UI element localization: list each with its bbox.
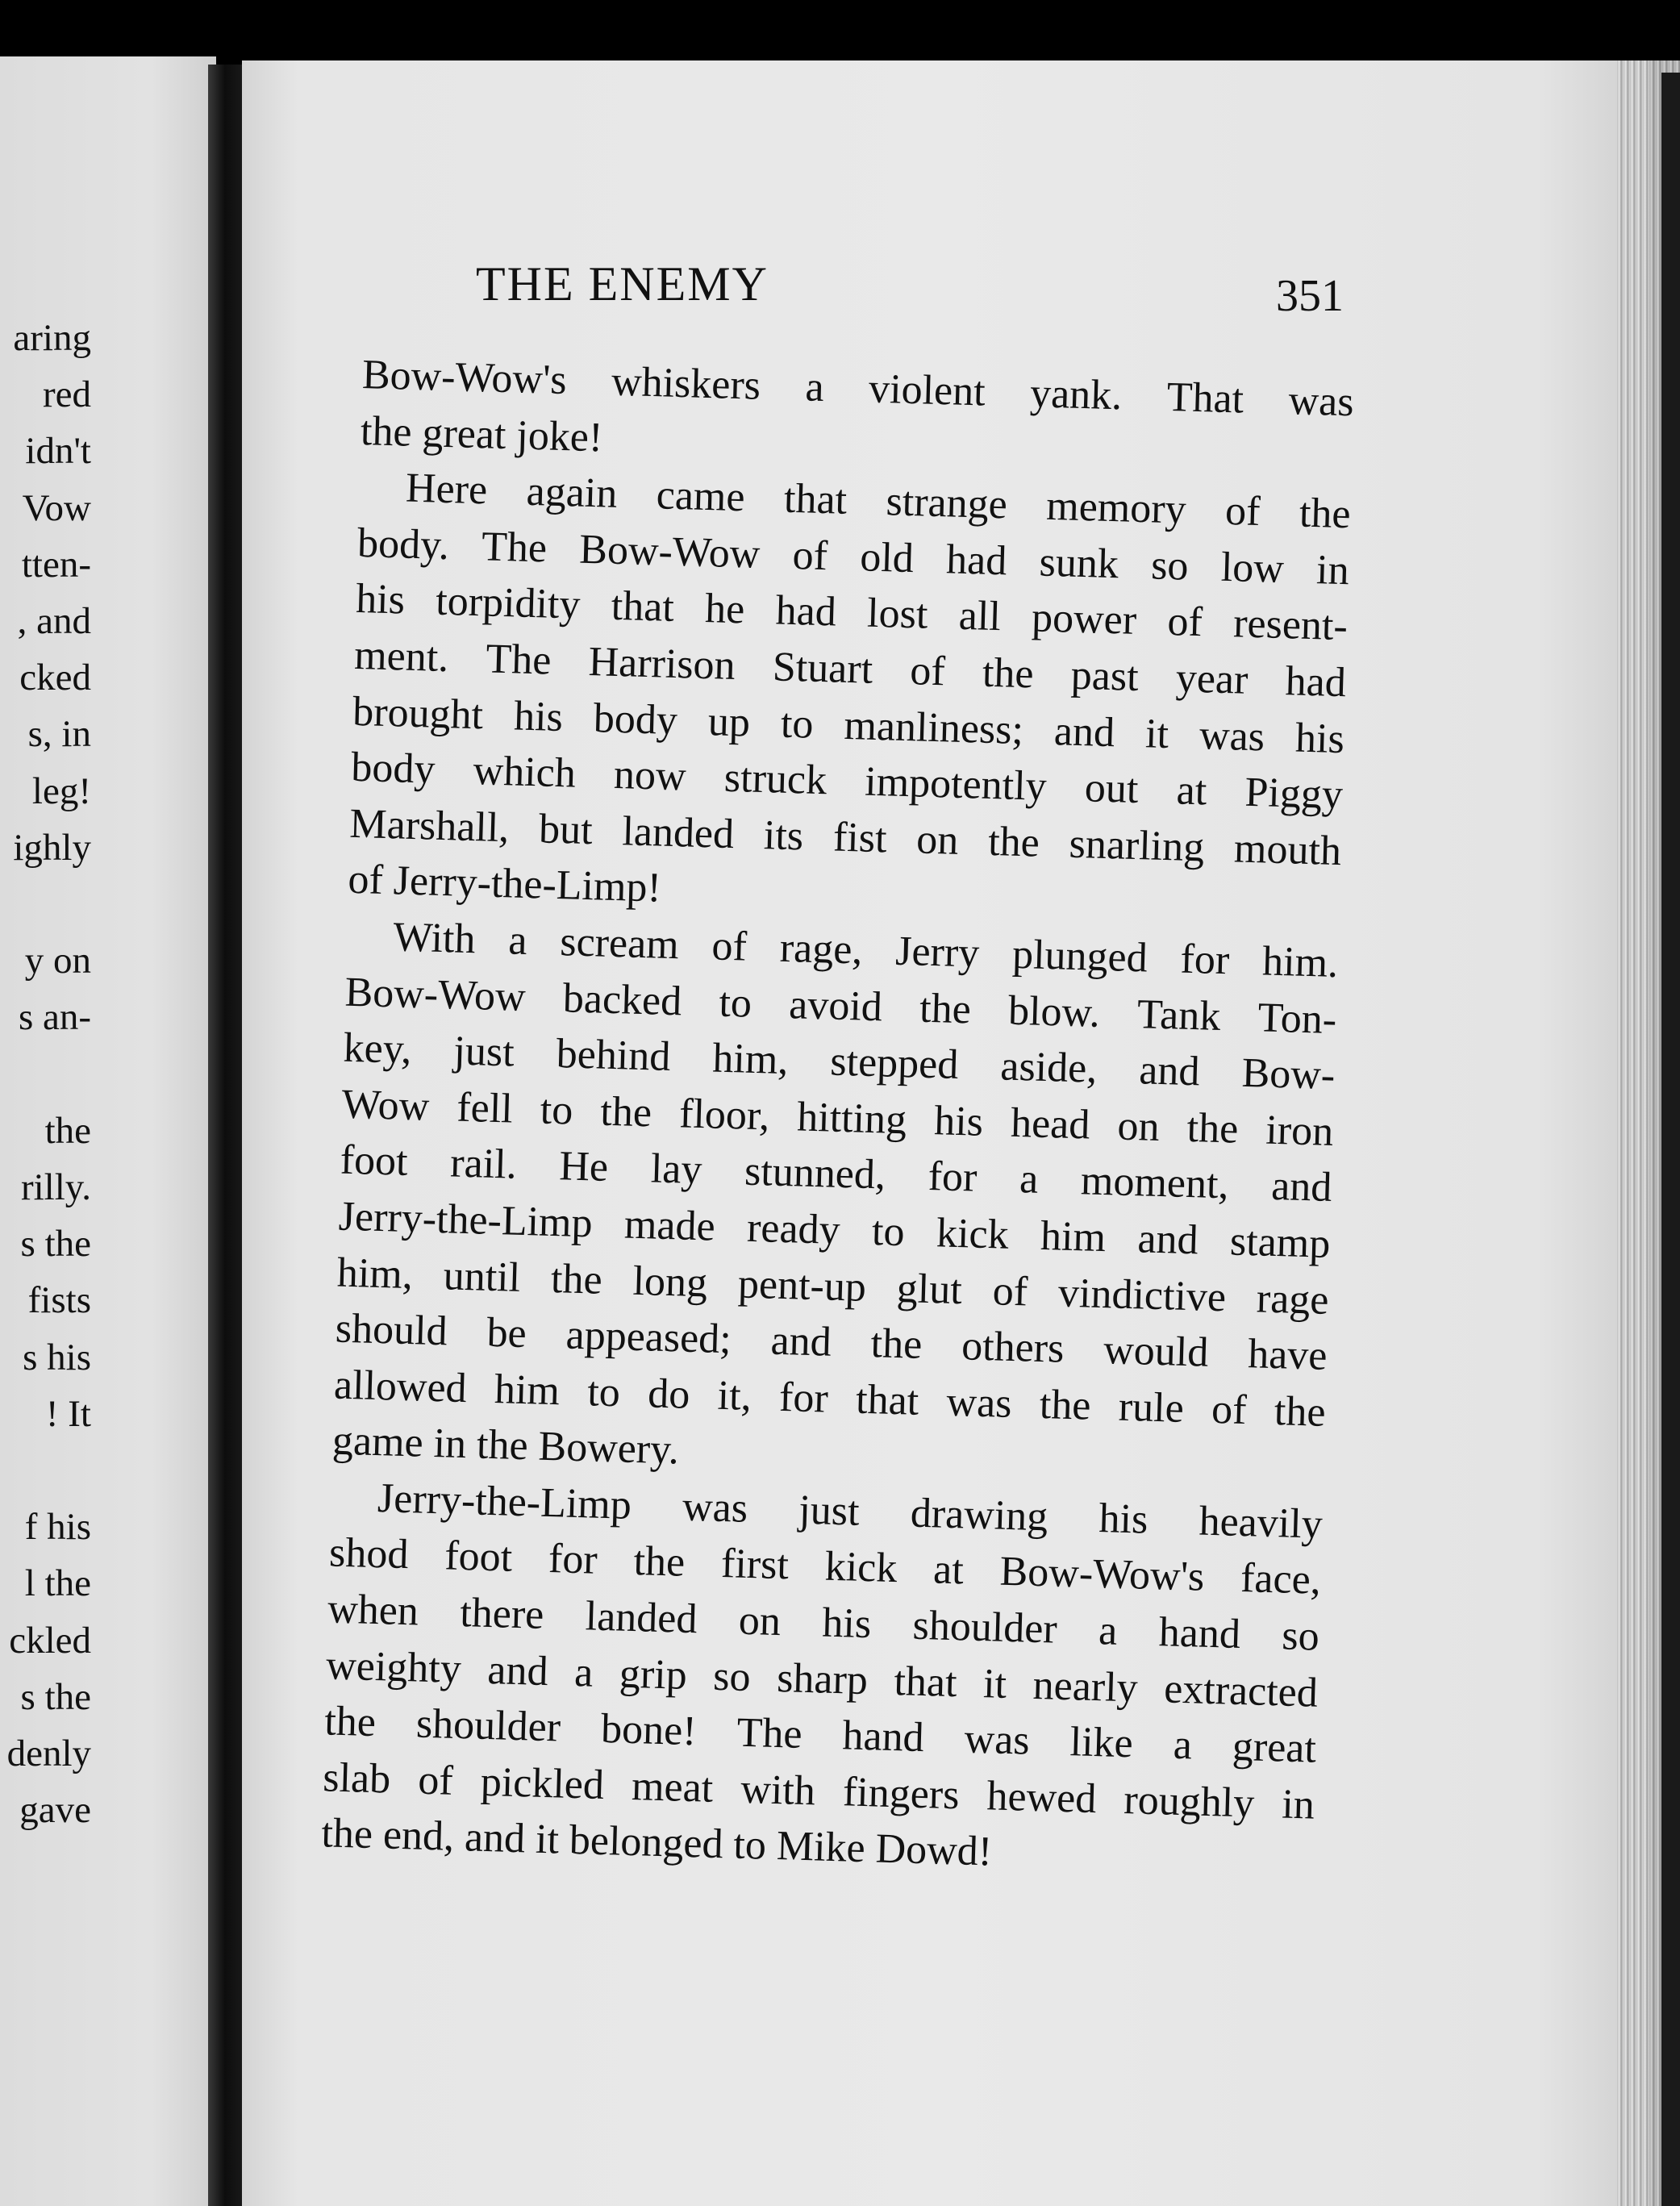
text-line: body which now struck impotently out at Piggy [350,744,1344,819]
left-page-line: l the [24,1562,91,1605]
text-line: Wow fell to the floor, hitting his head on the iron [340,1081,1334,1155]
left-page-fragment [0,56,216,2206]
left-page-line: , and [17,600,91,642]
text-line: of Jerry-the-Limp! [347,857,662,911]
left-page-line: s the [20,1223,91,1266]
left-page-line: ckled [9,1619,91,1662]
left-page-line: ighly [13,826,91,869]
left-page-line: y on [24,940,91,982]
text-line: weighty and a grip so sharp that it nearly extracted [325,1642,1319,1716]
left-page-line: fists [27,1279,91,1322]
text-line: slab of pickled meat with fingers hewed roughly in [322,1754,1315,1829]
left-page-line: cked [19,657,91,699]
text-line: foot rail. He lay stunned, for a moment, and [340,1136,1333,1211]
running-head: THE ENEMY [476,257,769,311]
left-page-line: rilly. [20,1166,91,1208]
text-line: Here again came that strange memory of the [405,465,1352,538]
left-page-line: idn't [25,430,91,473]
text-line: ment. The Harrison Stuart of the past year had [353,632,1347,707]
text-line: Marshall, but landed its fist on the snarling mouth [348,800,1342,874]
body-text [321,347,1355,1890]
text-line: the great joke! [360,407,604,461]
left-page-line: ! It [45,1392,91,1435]
left-page-line: Vow [22,486,91,529]
left-page-line: denly [6,1733,91,1774]
left-page-line: s the [20,1675,91,1718]
text-line: game in the Bowery. [331,1417,680,1474]
text-line: Bow-Wow's whiskers a violent yank. That was [361,351,1355,426]
text-line: body. The Bow-Wow of old had sunk so low in [356,519,1350,594]
text-line: when there landed on his shoulder a hand so [327,1586,1320,1660]
text-line: Jerry-the-Limp was just drawing his heavily [377,1474,1324,1548]
left-page-line: aring [13,317,91,359]
text-line: his torpidity that he had lost all power of resent- [355,576,1349,650]
left-page-line: tten- [21,543,91,586]
text-line: allowed him to do it, for that was the rule of the [333,1362,1327,1436]
text-line: key, just behind him, stepped aside, and Bow- [342,1024,1336,1099]
left-page-line: the [44,1109,91,1152]
text-line: should be appeased; and the others would have [335,1305,1328,1379]
page-number: 351 [1276,271,1344,321]
text-line: brought his body up to manliness; and it was his [352,688,1345,762]
left-page-line: red [42,373,91,416]
left-page-line: gave [19,1789,91,1832]
text-line: Jerry-the-Limp made ready to kick him and stamp [338,1193,1332,1267]
text-line: shod foot for the first kick at Bow-Wow's face, [328,1529,1322,1604]
left-page-line: s his [23,1336,91,1378]
text-line: Bow-Wow backed to avoid the blow. Tank Ton- [344,969,1337,1043]
scan-border [1661,73,1680,2206]
left-page-line: s, in [27,713,91,756]
text-line: With a scream of rage, Jerry plunged for him. [392,914,1339,986]
text-line: the end, and it belonged to Mike Dowd! [320,1810,993,1875]
text-line: the shoulder bone! The hand was like a great [323,1698,1317,1772]
left-page-line: leg! [31,769,91,812]
left-page-line: s an- [18,996,91,1039]
book-gutter [208,65,245,2206]
left-page-line: f his [24,1506,91,1549]
text-line: him, until the long pent-up glut of vindictive rage [336,1249,1330,1324]
